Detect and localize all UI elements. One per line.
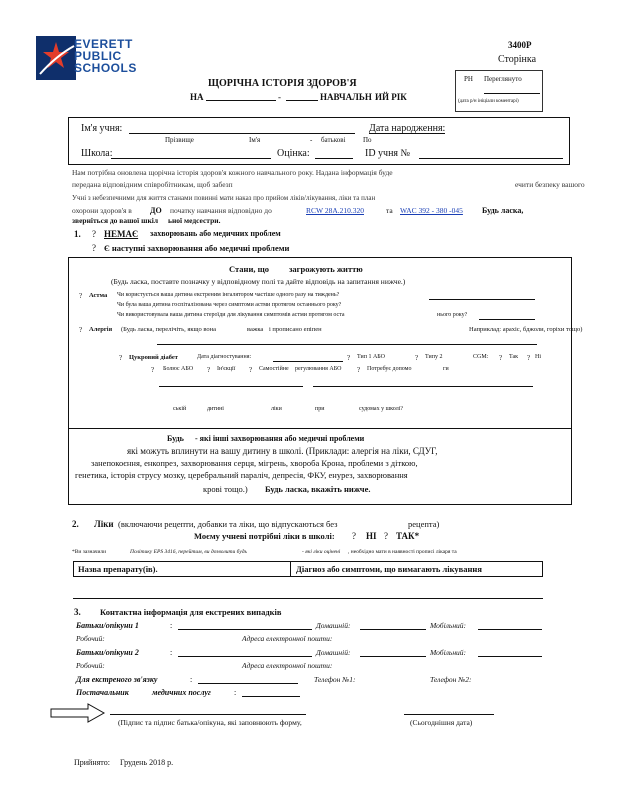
logo-line: EVERETT: [74, 37, 133, 51]
rn-label: РН: [464, 75, 473, 83]
conditions-divider: [69, 428, 571, 429]
doc-page-label: Сторінка: [498, 54, 537, 65]
other-title-b: - які інші захворювання або медичні проблеми: [195, 434, 365, 443]
medications-table: [73, 561, 543, 577]
grade-field[interactable]: [315, 158, 353, 159]
diabetes-notes-field-2[interactable]: [313, 386, 533, 387]
intro-line-2a: передана відповідним співробітникам, щоб забезп: [72, 180, 233, 189]
logo-line: PUBLIC: [74, 49, 122, 63]
year-start-field[interactable]: [206, 100, 276, 101]
intro-line-2b: ечити безпеку вашого: [515, 180, 585, 189]
intro-line-5b: ьної медсестри.: [168, 216, 221, 225]
title-school-year-a: НАВЧАЛЬН: [320, 92, 372, 102]
patronymic-dash: -: [310, 136, 313, 144]
parent2-home-label: Домашній:: [316, 648, 351, 657]
section2-label: Ліки: [94, 519, 114, 529]
parent1-email-label: Адреса електронної пошти:: [242, 634, 333, 643]
bolus-checkbox[interactable]: ?: [151, 366, 155, 374]
parent2-home-field[interactable]: [360, 656, 426, 657]
student-id-label: ID учня №: [365, 148, 411, 159]
allergy-checkbox[interactable]: ?: [79, 326, 83, 334]
intro-line-4c: початку навчання відповідно до: [170, 206, 272, 215]
parent2-name-field[interactable]: [178, 656, 312, 657]
section3-number: 3.: [74, 607, 81, 617]
provider-label-b: медичних послуг: [152, 688, 211, 697]
title-school-year-b: ИЙ РІК: [375, 92, 407, 102]
student-name-label: Ім'я учня:: [81, 123, 123, 134]
type2-checkbox[interactable]: ?: [415, 354, 419, 362]
cgm-no-label: Ні: [535, 354, 541, 360]
seizure-text-d: при: [315, 406, 325, 412]
type2-label: Типу 2: [425, 354, 443, 360]
meds-footnote-d: , необхідно мати в наявності прописі лікаря та: [348, 549, 457, 555]
medications-table-divider: [290, 562, 291, 576]
diagnosis-header: Діагноз або симптоми, що вимагають лікування: [296, 564, 482, 574]
meds-no-label: НІ: [366, 531, 377, 541]
conditions-title-a: Стани, що: [229, 264, 270, 274]
emergency-phone1-label: Телефон №1:: [314, 675, 356, 684]
conditions-instruction: (Будь ласка, поставте позначку у відповідному полі та дайте відповідь на запитання нижче.): [111, 277, 406, 286]
student-info-box: [68, 117, 570, 165]
no-conditions-text: захворювань або медичних проблем: [150, 229, 281, 238]
allergy-text-a: (Будь ласка, перелічіть, якщо вона: [121, 326, 217, 333]
footer-date: Грудень 2018 р.: [120, 758, 174, 767]
meds-question: Моєму учневі потрібні ліки в школі:: [194, 531, 335, 541]
parent2-mobile-field[interactable]: [478, 656, 542, 657]
section1-number: 1.: [74, 229, 81, 239]
patronymic-caption-a: батькові: [321, 136, 346, 144]
conditions-box: [68, 257, 583, 505]
diabetes-label: Цукровий діабет: [129, 354, 178, 361]
section2-text-a: (включаючи рецепти, добавки та ліки, що відпускаються без: [118, 519, 338, 529]
parent1-home-field[interactable]: [360, 629, 426, 630]
signature-arrow-icon: [50, 703, 106, 723]
parent2-mobile-label: Мобільний:: [430, 648, 467, 657]
asthma-checkbox[interactable]: ?: [79, 292, 83, 300]
parent1-mobile-field[interactable]: [478, 629, 542, 630]
provider-field[interactable]: [242, 696, 300, 697]
asthma-answer-1[interactable]: [429, 299, 535, 300]
allergy-text-b: важка: [247, 326, 264, 333]
reviewed-label: Переглянуто: [484, 75, 522, 83]
grade-label: Оцінка:: [277, 148, 310, 159]
no-conditions-checkbox[interactable]: ?: [92, 229, 96, 239]
parent1-name-field[interactable]: [178, 629, 312, 630]
cgm-yes-checkbox[interactable]: ?: [499, 354, 503, 362]
wac-link[interactable]: WAC 392 - 380 -045: [400, 206, 463, 215]
form-title: ЩОРІЧНА ІСТОРІЯ ЗДОРОВ'Я: [208, 78, 357, 89]
intro-line-3: Учні з небезпечними для життя станами повинні мати наказ про прийом ліків/лікування, ліки та план: [72, 194, 376, 202]
surname-caption: Прізвище: [165, 136, 194, 144]
parent1-work-label: Робочий:: [76, 634, 105, 643]
cgm-no-checkbox[interactable]: ?: [527, 354, 531, 362]
seizure-text-a: ській: [173, 406, 187, 412]
parent1-mobile-label: Мобільний:: [430, 621, 467, 630]
student-id-field[interactable]: [419, 158, 563, 159]
signature-date-caption: (Сьогоднішня дата): [410, 718, 473, 727]
injections-label: Ін'єкції: [217, 366, 236, 372]
title-dash: -: [278, 92, 281, 102]
allergy-list-field[interactable]: [157, 344, 537, 345]
parent1-label: Батьки/опікуни 1: [76, 621, 139, 630]
seizure-text-c: ліки: [271, 406, 282, 412]
intro-line-4a: охорони здоров'я в: [72, 206, 132, 215]
signature-field[interactable]: [110, 714, 306, 715]
has-conditions-label: Є наступні захворювання або медичні проблеми: [104, 243, 290, 253]
asthma-question-3a: Чи використовувала ваша дитина стероїди для лікування симптомів астми протягом оста: [117, 312, 345, 318]
type1-checkbox[interactable]: ?: [347, 354, 351, 362]
self-care-checkbox[interactable]: ?: [249, 366, 253, 374]
school-field[interactable]: [111, 158, 271, 159]
med-name-header: Назва препарату(ів).: [78, 564, 158, 574]
year-end-field[interactable]: [286, 100, 318, 101]
meds-footnote-a: *Ви зазначили: [72, 549, 107, 555]
title-on: НА: [190, 92, 204, 102]
signature-date-field[interactable]: [404, 714, 494, 715]
diabetes-notes-field-1[interactable]: [159, 386, 303, 387]
school-label: Школа:: [81, 148, 113, 159]
meds-no-checkbox[interactable]: ?: [352, 531, 356, 541]
emergency-phone2-label: Телефон №2:: [430, 675, 472, 684]
section2-text-b: рецепта): [408, 519, 440, 529]
needs-help-checkbox[interactable]: ?: [357, 366, 361, 374]
dob-label: Дата народження:: [369, 123, 446, 134]
meds-yes-checkbox[interactable]: ?: [384, 531, 388, 541]
intro-and: та: [386, 206, 393, 215]
other-line-2: які можуть вплинути на вашу дитину в школі. (Приклади: алергія на ліки, СДУГ,: [127, 446, 438, 456]
injections-checkbox[interactable]: ?: [207, 366, 211, 374]
intro-please: Будь ласка,: [482, 206, 524, 215]
other-line-5b: Будь ласка, вкажіть нижче.: [265, 484, 371, 494]
diag-date-field[interactable]: [273, 361, 343, 362]
doc-code: 3400P: [508, 40, 532, 50]
other-line-4: генетика, історія струсу мозку, церебральний параліч, депресія, ФКУ, енурез, захворювання: [75, 470, 408, 480]
needs-help-label-b: ги: [443, 366, 449, 372]
section2-number: 2.: [72, 519, 79, 529]
intro-line-5a: зверніться до вашої шкіл: [72, 216, 159, 225]
emergency-name-field[interactable]: [198, 683, 298, 684]
footer-accepted: Прийнято:: [74, 758, 110, 767]
section3-title: Контактна інформація для екстрених випадків: [100, 607, 282, 617]
first-name-caption: Ім'я: [249, 136, 261, 144]
cgm-label: CGM:: [473, 354, 489, 360]
conditions-title-b: загрожують життю: [289, 264, 363, 274]
other-line-3: занепокоєння, енкопрез, захворювання серця, мігрень, хвороба Крона, проблеми з діткою,: [91, 458, 418, 468]
patronymic-caption-b: По: [363, 136, 372, 144]
other-line-5a: крові тощо.): [203, 484, 248, 494]
parent2-label: Батьки/опікуни 2: [76, 648, 139, 657]
parent2-work-label: Робочий:: [76, 661, 105, 670]
medication-entry-line[interactable]: [73, 598, 543, 599]
student-name-field[interactable]: [129, 133, 355, 134]
asthma-question-2: Чи була ваша дитина госпіталізована через симптоми астми протягом останнього року?: [117, 302, 342, 308]
provider-label-a: Постачальник: [76, 688, 129, 697]
meds-footnote-c: - які ліки оцінені: [302, 549, 341, 555]
school-logo: [34, 34, 146, 84]
intro-line-1: Нам потрібна оновлена щорічна історія здоров'я кожного навчального року. Надана інформація буде: [72, 168, 393, 177]
asthma-label: Астма: [89, 292, 108, 299]
review-box: [455, 70, 543, 112]
type1-label: Тип 1 АБО: [357, 354, 386, 360]
allergy-text-c: і прописано епіпен: [269, 326, 322, 333]
self-care-label: Самостійне: [259, 366, 289, 372]
dob-field[interactable]: [369, 133, 445, 134]
other-title-a: Будь: [167, 434, 184, 443]
allergy-label: Алергія: [89, 326, 113, 333]
cgm-yes-label: Так: [509, 354, 519, 360]
review-date-row: (дата р/н ініціали коментарі): [458, 99, 519, 104]
parent1-home-label: Домашній:: [316, 621, 351, 630]
meds-yes-label: ТАК*: [396, 531, 420, 541]
intro-line-4b: ДО: [150, 206, 162, 215]
seizure-text-b: дитині: [207, 406, 224, 412]
bolus-label: Болюс АБО: [163, 366, 194, 372]
logo-star-icon: [34, 34, 78, 82]
diabetes-checkbox[interactable]: ?: [119, 354, 123, 362]
allergy-example: Наприклад: арахіс, бджоли, горіхи тощо): [469, 326, 583, 333]
has-conditions-checkbox[interactable]: ?: [92, 243, 96, 253]
diag-date-label: Дата діагностування:: [197, 354, 252, 360]
parent2-email-label: Адреса електронної пошти:: [242, 661, 333, 670]
rcw-link[interactable]: RCW 28A.210.320: [306, 206, 364, 215]
asthma-answer-3[interactable]: [479, 319, 535, 320]
signature-caption: (Підпис та підпис батька/опікуна, які заповнюють форму,: [118, 718, 302, 727]
asthma-question-3b: нього року?: [437, 312, 468, 318]
meds-footnote-b: Політику EPS 3416, перейтим, ви дозволити будь: [130, 549, 248, 555]
emergency-label: Для екстреного зв'язку: [76, 675, 158, 684]
logo-line: SCHOOLS: [74, 61, 137, 75]
regulation-label: регулювання АБО: [295, 366, 342, 372]
asthma-question-1: Чи користується ваша дитина екстреним інгалятором частіше одного разу на тиждень?: [117, 292, 340, 298]
no-conditions-label: НЕМАЄ: [104, 229, 139, 239]
seizure-text-e: судомах у школі?: [359, 406, 404, 412]
needs-help-label: Потребує допомо: [367, 366, 412, 372]
